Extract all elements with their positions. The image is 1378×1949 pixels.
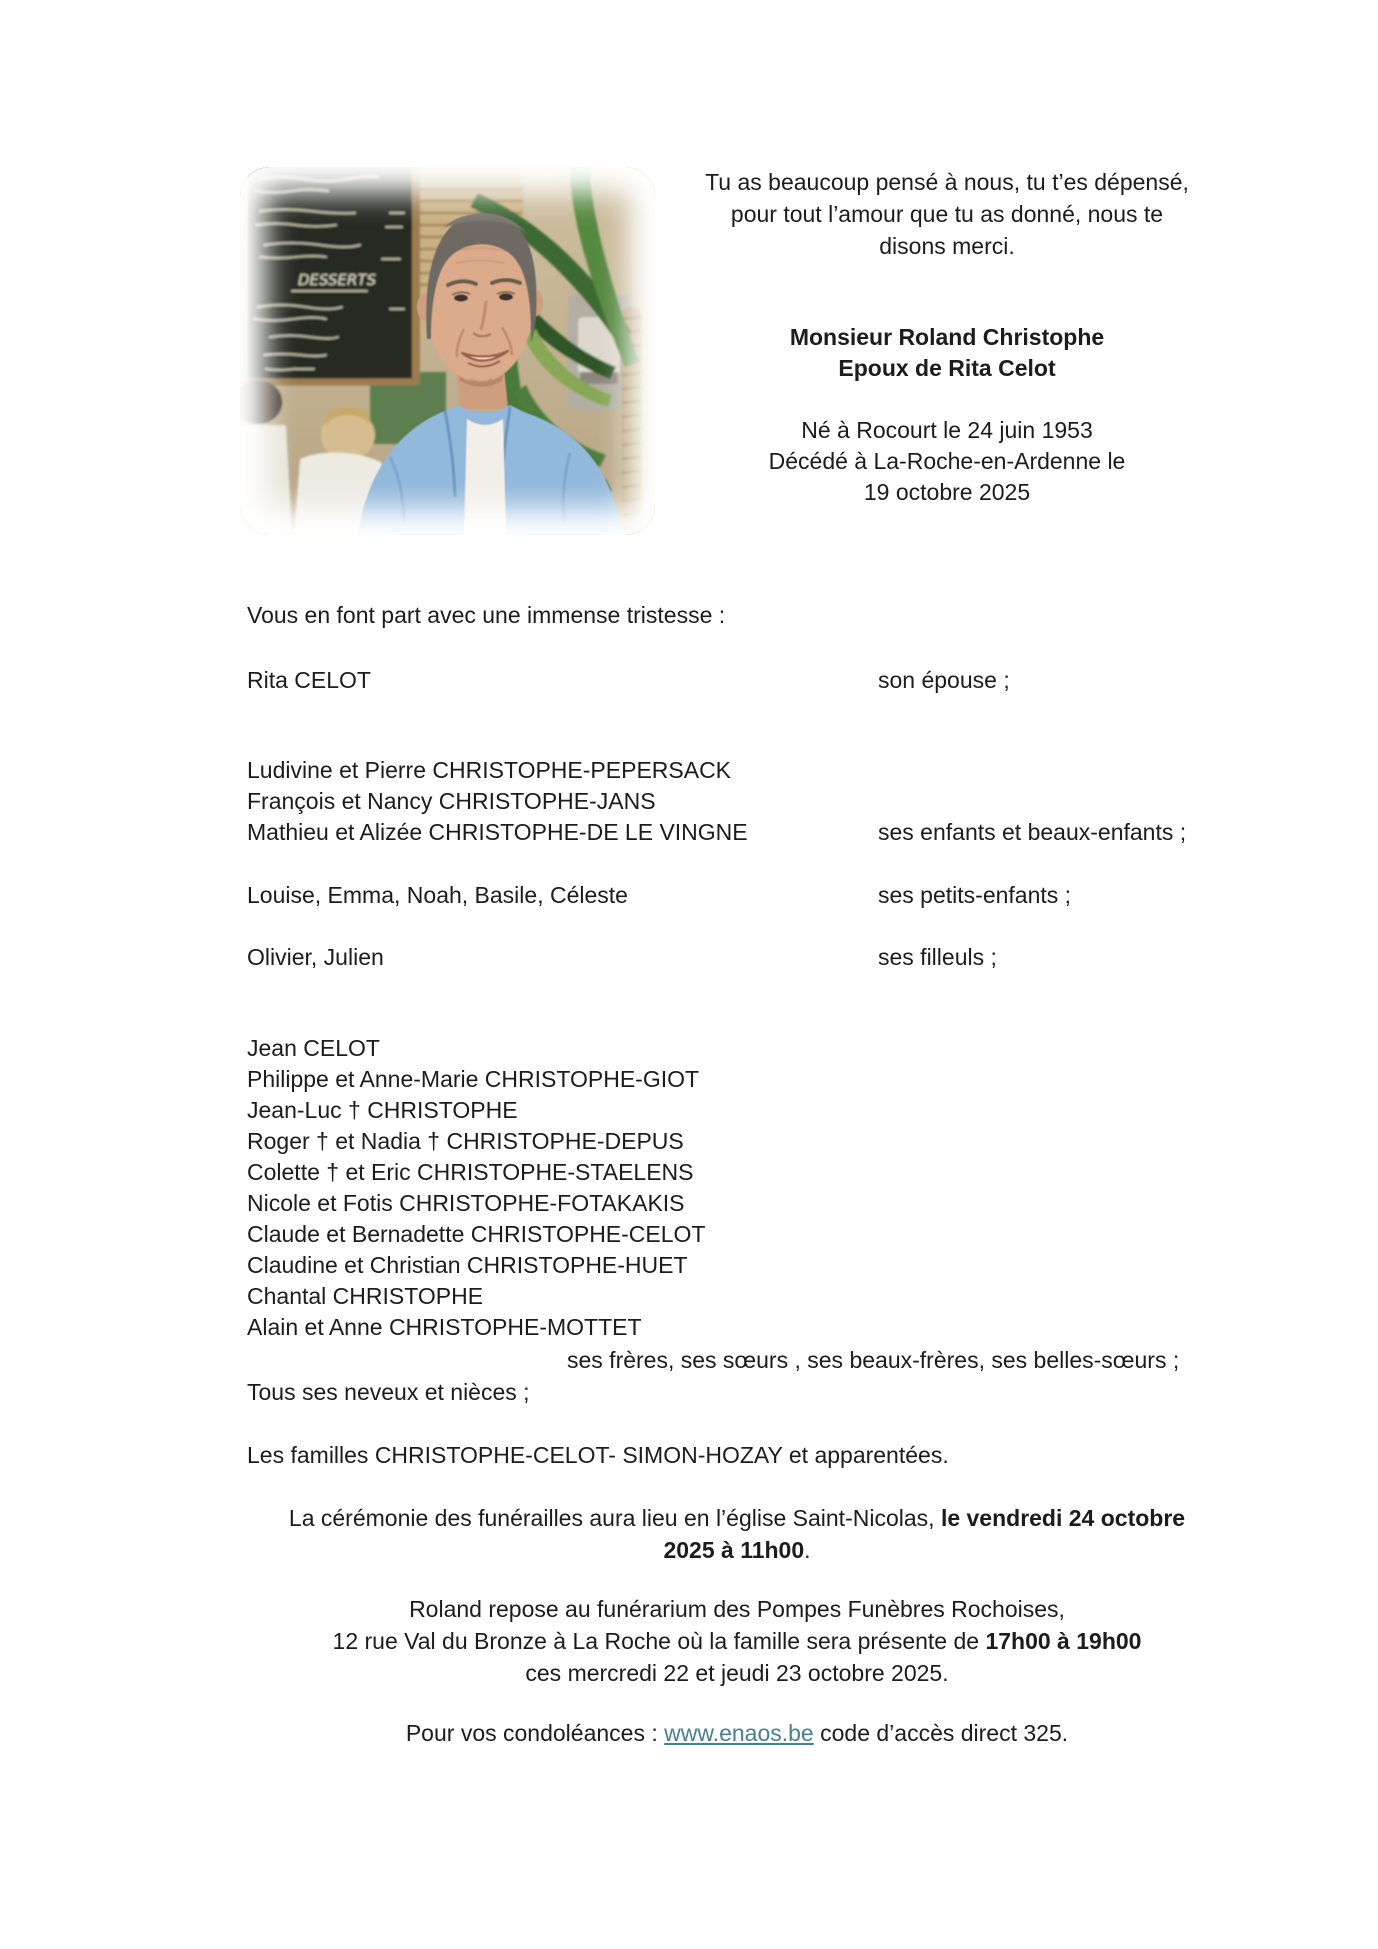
sibling-name: Colette † et Eric CHRISTOPHE-STAELENS (247, 1159, 694, 1185)
repose-line1: Roland repose au funérarium des Pompes Funèbres Rochoises, (409, 1596, 1065, 1622)
children-names (247, 755, 748, 848)
deceased-name (667, 322, 1227, 384)
repose-line2-normal: 12 rue Val du Bronze à La Roche où la famille sera présente de (332, 1628, 986, 1654)
death-place-line: Décédé à La-Roche-en-Ardenne le (768, 448, 1126, 474)
enaos-link[interactable]: www.enaos.be (664, 1720, 814, 1746)
spouse-relation-label: son épouse ; (878, 667, 1010, 693)
epitaph (667, 166, 1227, 262)
epitaph-line: pour tout l’amour que tu as donné, nous te (730, 201, 1164, 227)
godsons-names: Olivier, Julien (247, 944, 384, 970)
repose-paragraph (189, 1593, 1285, 1689)
announcement-intro: Vous en font part avec une immense tristesse : (247, 602, 726, 628)
repose-line3: ces mercredi 22 et jeudi 23 octobre 2025. (525, 1660, 949, 1686)
sibling-name: Nicole et Fotis CHRISTOPHE-FOTAKAKIS (247, 1190, 685, 1216)
siblings-names (247, 1033, 705, 1343)
condolences-pre: Pour vos condoléances : (405, 1720, 665, 1746)
sibling-name: Chantal CHRISTOPHE (247, 1283, 484, 1309)
death-date-line: 19 octobre 2025 (863, 479, 1031, 505)
life-dates (667, 415, 1227, 508)
grandchildren-relation-label: ses petits-enfants ; (878, 882, 1072, 908)
ceremony-line1 (189, 1502, 1285, 1534)
epitaph-line: Tu as beaucoup pensé à nous, tu t’es dépensé, (705, 169, 1189, 195)
deceased-name-line2: Epoux de Rita Celot (838, 355, 1056, 381)
chalkboard-desserts-text: DESSERTS (298, 271, 377, 289)
child-name: Mathieu et Alizée CHRISTOPHE-DE LE VINGNE (247, 819, 748, 845)
ceremony-line1-normal: La cérémonie des funérailles aura lieu en l’église Saint-Nicolas, (288, 1505, 941, 1531)
sibling-name: Philippe et Anne-Marie CHRISTOPHE-GIOT (247, 1066, 700, 1092)
sibling-name: Jean-Luc † CHRISTOPHE (247, 1097, 518, 1123)
ceremony-line2-bold: 2025 à 11h00 (663, 1537, 805, 1563)
condolences-line (189, 1718, 1285, 1749)
grandchildren-names: Louise, Emma, Noah, Basile, Céleste (247, 882, 628, 908)
deceased-name-line1: Monsieur Roland Christophe (789, 324, 1105, 350)
siblings-relation-label: ses frères, ses sœurs , ses beaux-frères, ses belles-sœurs ; (567, 1347, 1180, 1373)
sibling-name: Claude et Bernadette CHRISTOPHE-CELOT (247, 1221, 706, 1247)
ceremony-line2 (189, 1534, 1285, 1566)
families-line: Les familles CHRISTOPHE-CELOT- SIMON-HOZAY et apparentées. (247, 1442, 949, 1468)
ceremony-line2-normal: . (804, 1537, 811, 1563)
sibling-name: Jean CELOT (247, 1035, 380, 1061)
condolences-post: code d’accès direct 325. (813, 1720, 1069, 1746)
sibling-name: Claudine et Christian CHRISTOPHE-HUET (247, 1252, 688, 1278)
nephews-line: Tous ses neveux et nièces ; (247, 1379, 530, 1405)
birth-line: Né à Rocourt le 24 juin 1953 (801, 417, 1093, 443)
portrait-photo (240, 167, 655, 535)
child-name: Ludivine et Pierre CHRISTOPHE-PEPERSACK (247, 757, 732, 783)
repose-line2 (189, 1625, 1285, 1657)
godsons-relation-label: ses filleuls ; (878, 944, 997, 970)
ceremony-line1-bold: le vendredi 24 octobre (940, 1505, 1186, 1531)
sibling-name: Roger † et Nadia † CHRISTOPHE-DEPUS (247, 1128, 684, 1154)
portrait-photo-art (240, 167, 655, 535)
spouse-name: Rita CELOT (247, 667, 371, 693)
epitaph-line: disons merci. (879, 233, 1015, 259)
sibling-name: Alain et Anne CHRISTOPHE-MOTTET (247, 1314, 642, 1340)
repose-line2-bold: 17h00 à 19h00 (985, 1628, 1142, 1654)
children-relation-label: ses enfants et beaux-enfants ; (878, 819, 1187, 845)
child-name: François et Nancy CHRISTOPHE-JANS (247, 788, 656, 814)
ceremony-paragraph (189, 1502, 1285, 1566)
